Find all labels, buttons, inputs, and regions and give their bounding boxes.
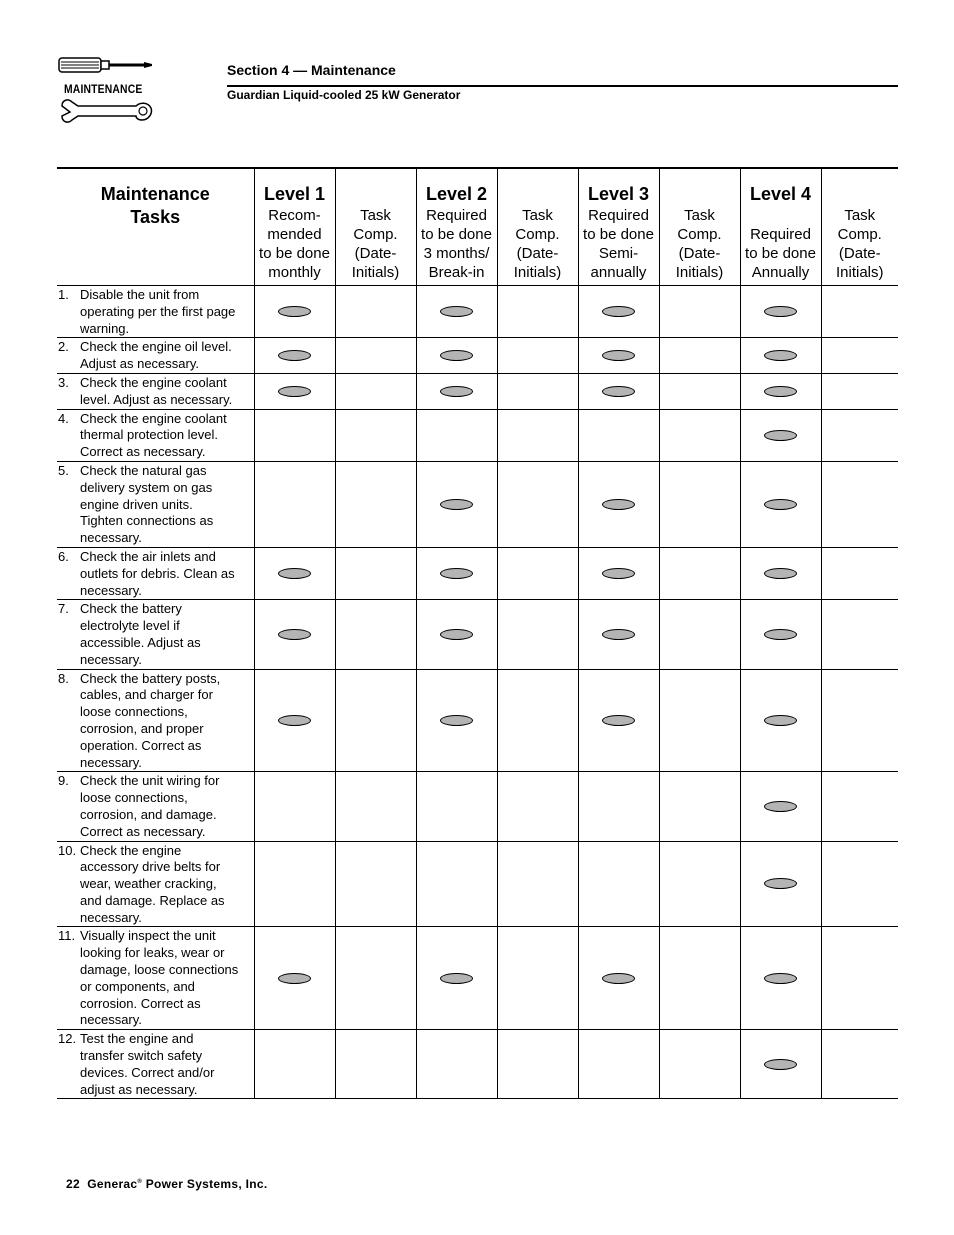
- level-description: Recom- mended to be done monthly: [259, 207, 330, 281]
- table-row: [57, 772, 898, 841]
- level-3-cell: [578, 547, 659, 599]
- task-completed-cell[interactable]: [821, 841, 898, 927]
- level-title: Level 1: [263, 184, 326, 204]
- maintenance-logo: [56, 54, 156, 130]
- task-completed-cell[interactable]: [335, 600, 416, 669]
- task-completed-cell[interactable]: [335, 1030, 416, 1099]
- task-text-line: necessary.: [80, 909, 142, 925]
- level-1-cell: [254, 927, 335, 1030]
- level-4-cell: [740, 409, 821, 461]
- required-task-oval-icon: [764, 306, 797, 317]
- level-3-cell: [578, 286, 659, 338]
- task-number: 11.: [58, 928, 76, 944]
- task-completed-cell[interactable]: [335, 409, 416, 461]
- task-number: 8.: [58, 670, 69, 686]
- task-number: 12.: [58, 1031, 77, 1047]
- task-text-line: accessible. Adjust as: [80, 634, 201, 650]
- task-text: [80, 375, 254, 409]
- task-text-line: Correct as necessary.: [80, 823, 206, 839]
- task-completed-cell[interactable]: [659, 461, 740, 547]
- tasks-heading-line1: Maintenance: [100, 184, 210, 204]
- maintenance-table-container: [57, 167, 898, 1099]
- task-text-line: operation. Correct as: [80, 737, 202, 753]
- task-completed-cell[interactable]: [659, 409, 740, 461]
- task-description-cell: [57, 547, 254, 599]
- level-4-cell: [740, 1030, 821, 1099]
- required-task-oval-icon: [602, 568, 635, 579]
- level-1-cell: [254, 373, 335, 409]
- task-text-line: corrosion, and proper: [80, 720, 204, 736]
- task-text-line: Check the battery posts,: [80, 670, 221, 686]
- task-text-line: electrolyte level if: [80, 618, 180, 634]
- task-text-line: wear, weather cracking,: [80, 876, 217, 892]
- company-suffix: Power Systems, Inc.: [142, 1177, 268, 1191]
- level-3-cell: [578, 669, 659, 772]
- task-text-line: accessory drive belts for: [80, 859, 221, 875]
- level-4-cell: [740, 669, 821, 772]
- task-completed-cell[interactable]: [335, 927, 416, 1030]
- task-number: 3.: [58, 374, 69, 390]
- level-3-cell: [578, 373, 659, 409]
- level-description: Required to be done Annually: [745, 226, 816, 281]
- task-completed-cell[interactable]: [497, 373, 578, 409]
- required-task-oval-icon: [764, 629, 797, 640]
- required-task-oval-icon: [440, 306, 473, 317]
- task-text-line: Check the engine coolant: [80, 410, 227, 426]
- required-task-oval-icon: [764, 568, 797, 579]
- task-completed-cell[interactable]: [659, 772, 740, 841]
- required-task-oval-icon: [278, 715, 311, 726]
- required-task-oval-icon: [602, 386, 635, 397]
- page-number: 22: [66, 1177, 80, 1191]
- task-description-cell: [57, 927, 254, 1030]
- task-completed-cell[interactable]: [497, 772, 578, 841]
- task-text-line: Visually inspect the unit: [80, 928, 216, 944]
- task-completed-cell[interactable]: [659, 841, 740, 927]
- task-description-cell: [57, 600, 254, 669]
- level-column-header: [254, 168, 335, 286]
- required-task-oval-icon: [764, 801, 797, 812]
- level-4-cell: [740, 373, 821, 409]
- header-rule: [227, 85, 898, 87]
- task-text-line: level. Adjust as necessary.: [80, 391, 233, 407]
- table-row: [57, 927, 898, 1030]
- task-text: [80, 671, 254, 772]
- task-completed-column-header: [497, 168, 578, 286]
- level-2-cell: [416, 286, 497, 338]
- level-3-cell: [578, 409, 659, 461]
- task-completed-cell[interactable]: [659, 373, 740, 409]
- level-title: Level 3: [587, 184, 650, 204]
- task-text: [80, 601, 254, 668]
- task-text-line: Check the air inlets and: [80, 548, 216, 564]
- task-completed-column-header: [659, 168, 740, 286]
- required-task-oval-icon: [602, 973, 635, 984]
- task-text-line: adjust as necessary.: [80, 1081, 198, 1097]
- task-text-line: necessary.: [80, 754, 142, 770]
- level-4-cell: [740, 461, 821, 547]
- level-description: Required to be done Semi- annually: [583, 207, 654, 281]
- required-task-oval-icon: [602, 306, 635, 317]
- table-header-row: [57, 168, 898, 286]
- required-task-oval-icon: [440, 350, 473, 361]
- task-completed-cell[interactable]: [821, 286, 898, 338]
- required-task-oval-icon: [764, 499, 797, 510]
- level-column-header: [578, 168, 659, 286]
- task-completed-cell[interactable]: [659, 286, 740, 338]
- task-text: [80, 549, 254, 599]
- task-text-line: devices. Correct and/or: [80, 1064, 215, 1080]
- level-3-cell: [578, 841, 659, 927]
- maintenance-table: [57, 167, 898, 1099]
- task-text-line: necessary.: [80, 651, 142, 667]
- table-row: [57, 286, 898, 338]
- task-completed-label: Task Comp. (Date- Initials): [675, 207, 724, 281]
- task-completed-cell[interactable]: [659, 547, 740, 599]
- task-completed-cell[interactable]: [659, 338, 740, 374]
- level-description: Required to be done 3 months/ Break-in: [421, 207, 492, 281]
- table-row: [57, 461, 898, 547]
- required-task-oval-icon: [764, 430, 797, 441]
- task-completed-cell[interactable]: [497, 927, 578, 1030]
- level-1-cell: [254, 461, 335, 547]
- table-row: [57, 669, 898, 772]
- task-number: 10.: [58, 842, 77, 858]
- level-4-cell: [740, 841, 821, 927]
- task-completed-cell[interactable]: [335, 286, 416, 338]
- task-completed-cell[interactable]: [821, 373, 898, 409]
- task-number: 4.: [58, 410, 69, 426]
- task-text-line: Check the natural gas: [80, 462, 207, 478]
- task-text-line: Test the engine and: [80, 1031, 194, 1047]
- task-number: 9.: [58, 773, 69, 789]
- task-completed-cell[interactable]: [659, 927, 740, 1030]
- task-completed-cell[interactable]: [497, 669, 578, 772]
- task-completed-cell[interactable]: [497, 461, 578, 547]
- required-task-oval-icon: [764, 350, 797, 361]
- level-2-cell: [416, 409, 497, 461]
- required-task-oval-icon: [602, 499, 635, 510]
- task-text-line: cables, and charger for: [80, 687, 213, 703]
- level-title: Level 4: [749, 184, 812, 204]
- required-task-oval-icon: [440, 715, 473, 726]
- level-1-cell: [254, 409, 335, 461]
- level-4-cell: [740, 338, 821, 374]
- task-text-line: operating per the first page: [80, 303, 236, 319]
- task-number: 7.: [58, 601, 69, 617]
- level-1-cell: [254, 547, 335, 599]
- required-task-oval-icon: [278, 973, 311, 984]
- task-description-cell: [57, 772, 254, 841]
- level-1-cell: [254, 669, 335, 772]
- task-description-cell: [57, 409, 254, 461]
- task-completed-cell[interactable]: [497, 286, 578, 338]
- task-number: 5.: [58, 462, 69, 478]
- required-task-oval-icon: [602, 629, 635, 640]
- required-task-oval-icon: [440, 973, 473, 984]
- task-completed-cell[interactable]: [821, 772, 898, 841]
- level-3-cell: [578, 338, 659, 374]
- level-column-header: [416, 168, 497, 286]
- task-completed-column-header: [821, 168, 898, 286]
- required-task-oval-icon: [440, 386, 473, 397]
- task-description-cell: [57, 1030, 254, 1099]
- level-2-cell: [416, 841, 497, 927]
- task-completed-cell[interactable]: [335, 338, 416, 374]
- required-task-oval-icon: [440, 499, 473, 510]
- registered-mark: ®: [137, 1179, 143, 1185]
- page-footer: [66, 1177, 268, 1191]
- task-completed-cell[interactable]: [335, 841, 416, 927]
- level-4-cell: [740, 927, 821, 1030]
- table-row: [57, 600, 898, 669]
- table-row: [57, 373, 898, 409]
- level-2-cell: [416, 1030, 497, 1099]
- task-text-line: Adjust as necessary.: [80, 356, 199, 372]
- task-text-line: outlets for debris. Clean as: [80, 565, 235, 581]
- section-title: Section 4 — Maintenance: [227, 62, 396, 78]
- task-text-line: corrosion, and damage.: [80, 806, 217, 822]
- task-description-cell: [57, 373, 254, 409]
- required-task-oval-icon: [764, 1059, 797, 1070]
- task-text: [80, 928, 254, 1029]
- level-4-cell: [740, 772, 821, 841]
- task-completed-column-header: [335, 168, 416, 286]
- task-text-line: corrosion. Correct as: [80, 995, 201, 1011]
- task-text-line: transfer switch safety: [80, 1048, 203, 1064]
- task-description-cell: [57, 286, 254, 338]
- table-row: [57, 409, 898, 461]
- task-completed-cell[interactable]: [497, 1030, 578, 1099]
- task-text-line: Check the battery: [80, 601, 182, 617]
- level-2-cell: [416, 927, 497, 1030]
- task-text-line: Check the engine oil level.: [80, 339, 232, 355]
- task-text-line: engine driven units.: [80, 496, 193, 512]
- task-text: [80, 463, 254, 547]
- required-task-oval-icon: [602, 350, 635, 361]
- task-completed-cell[interactable]: [335, 772, 416, 841]
- task-completed-cell[interactable]: [659, 1030, 740, 1099]
- required-task-oval-icon: [764, 715, 797, 726]
- task-completed-cell[interactable]: [821, 461, 898, 547]
- level-3-cell: [578, 772, 659, 841]
- task-completed-cell[interactable]: [497, 841, 578, 927]
- level-1-cell: [254, 841, 335, 927]
- task-text: [80, 773, 254, 840]
- task-text-line: necessary.: [80, 530, 142, 546]
- task-text: [80, 411, 254, 461]
- task-text-line: loose connections,: [80, 704, 188, 720]
- level-4-cell: [740, 600, 821, 669]
- task-text-line: thermal protection level.: [80, 427, 219, 443]
- task-text-line: necessary.: [80, 582, 142, 598]
- task-description-cell: [57, 841, 254, 927]
- tasks-column-header: [57, 168, 254, 286]
- task-text-line: Disable the unit from: [80, 287, 200, 302]
- task-completed-cell[interactable]: [497, 409, 578, 461]
- task-text-line: Check the engine coolant: [80, 374, 227, 390]
- task-completed-cell[interactable]: [821, 927, 898, 1030]
- table-row: [57, 547, 898, 599]
- level-2-cell: [416, 373, 497, 409]
- task-completed-cell[interactable]: [821, 338, 898, 374]
- level-3-cell: [578, 1030, 659, 1099]
- level-1-cell: [254, 338, 335, 374]
- level-3-cell: [578, 600, 659, 669]
- task-completed-label: Task Comp. (Date- Initials): [835, 207, 884, 281]
- task-text-line: warning.: [80, 320, 130, 336]
- task-text-line: Check the unit wiring for: [80, 773, 220, 789]
- table-row: [57, 1030, 898, 1099]
- required-task-oval-icon: [278, 629, 311, 640]
- task-number: 6.: [58, 548, 69, 564]
- logo-text: MAINTENANCE: [64, 84, 143, 96]
- task-text-line: Correct as necessary.: [80, 444, 206, 460]
- level-1-cell: [254, 1030, 335, 1099]
- required-task-oval-icon: [278, 350, 311, 361]
- task-completed-cell[interactable]: [821, 547, 898, 599]
- task-completed-cell[interactable]: [821, 600, 898, 669]
- task-completed-label: Task Comp. (Date- Initials): [351, 207, 400, 281]
- task-text-line: Check the engine: [80, 842, 182, 858]
- document-subtitle: Guardian Liquid-cooled 25 kW Generator: [227, 88, 461, 102]
- level-1-cell: [254, 772, 335, 841]
- task-text-line: necessary.: [80, 1012, 142, 1028]
- tasks-heading-line2: Tasks: [130, 207, 181, 227]
- table-body: [57, 286, 898, 1099]
- required-task-oval-icon: [764, 386, 797, 397]
- task-completed-cell[interactable]: [335, 547, 416, 599]
- level-3-cell: [578, 461, 659, 547]
- company-name: Generac: [87, 1177, 138, 1191]
- task-description-cell: [57, 338, 254, 374]
- required-task-oval-icon: [602, 715, 635, 726]
- level-2-cell: [416, 338, 497, 374]
- level-1-cell: [254, 286, 335, 338]
- table-row: [57, 338, 898, 374]
- task-completed-cell[interactable]: [497, 338, 578, 374]
- level-2-cell: [416, 547, 497, 599]
- level-3-cell: [578, 927, 659, 1030]
- task-text-line: damage, loose connections: [80, 962, 239, 978]
- task-completed-cell[interactable]: [821, 409, 898, 461]
- task-text-line: and damage. Replace as: [80, 892, 225, 908]
- level-2-cell: [416, 600, 497, 669]
- required-task-oval-icon: [278, 568, 311, 579]
- task-completed-cell[interactable]: [497, 547, 578, 599]
- task-completed-cell[interactable]: [335, 461, 416, 547]
- task-completed-cell[interactable]: [335, 669, 416, 772]
- required-task-oval-icon: [764, 973, 797, 984]
- required-task-oval-icon: [764, 878, 797, 889]
- required-task-oval-icon: [440, 629, 473, 640]
- level-1-cell: [254, 600, 335, 669]
- task-text-line: loose connections,: [80, 790, 188, 806]
- task-completed-cell[interactable]: [659, 669, 740, 772]
- level-4-cell: [740, 547, 821, 599]
- required-task-oval-icon: [440, 568, 473, 579]
- task-completed-cell[interactable]: [497, 600, 578, 669]
- task-completed-cell[interactable]: [659, 600, 740, 669]
- level-2-cell: [416, 772, 497, 841]
- task-completed-label: Task Comp. (Date- Initials): [513, 207, 562, 281]
- task-number: 2.: [58, 339, 69, 355]
- task-text: [80, 843, 254, 927]
- task-text: [80, 339, 254, 373]
- task-text: [80, 287, 254, 337]
- task-description-cell: [57, 669, 254, 772]
- task-completed-cell[interactable]: [335, 373, 416, 409]
- level-2-cell: [416, 461, 497, 547]
- task-completed-cell[interactable]: [821, 669, 898, 772]
- task-text: [80, 1031, 254, 1098]
- level-title: Level 2: [425, 184, 488, 204]
- required-task-oval-icon: [278, 386, 311, 397]
- level-4-cell: [740, 286, 821, 338]
- task-text-line: Tighten connections as: [80, 513, 214, 529]
- level-2-cell: [416, 669, 497, 772]
- task-number: 1.: [58, 287, 69, 302]
- task-completed-cell[interactable]: [821, 1030, 898, 1099]
- task-description-cell: [57, 461, 254, 547]
- task-text-line: looking for leaks, wear or: [80, 945, 225, 961]
- task-text-line: delivery system on gas: [80, 479, 213, 495]
- level-column-header: [740, 168, 821, 286]
- task-text-line: or components, and: [80, 978, 195, 994]
- required-task-oval-icon: [278, 306, 311, 317]
- table-row: [57, 841, 898, 927]
